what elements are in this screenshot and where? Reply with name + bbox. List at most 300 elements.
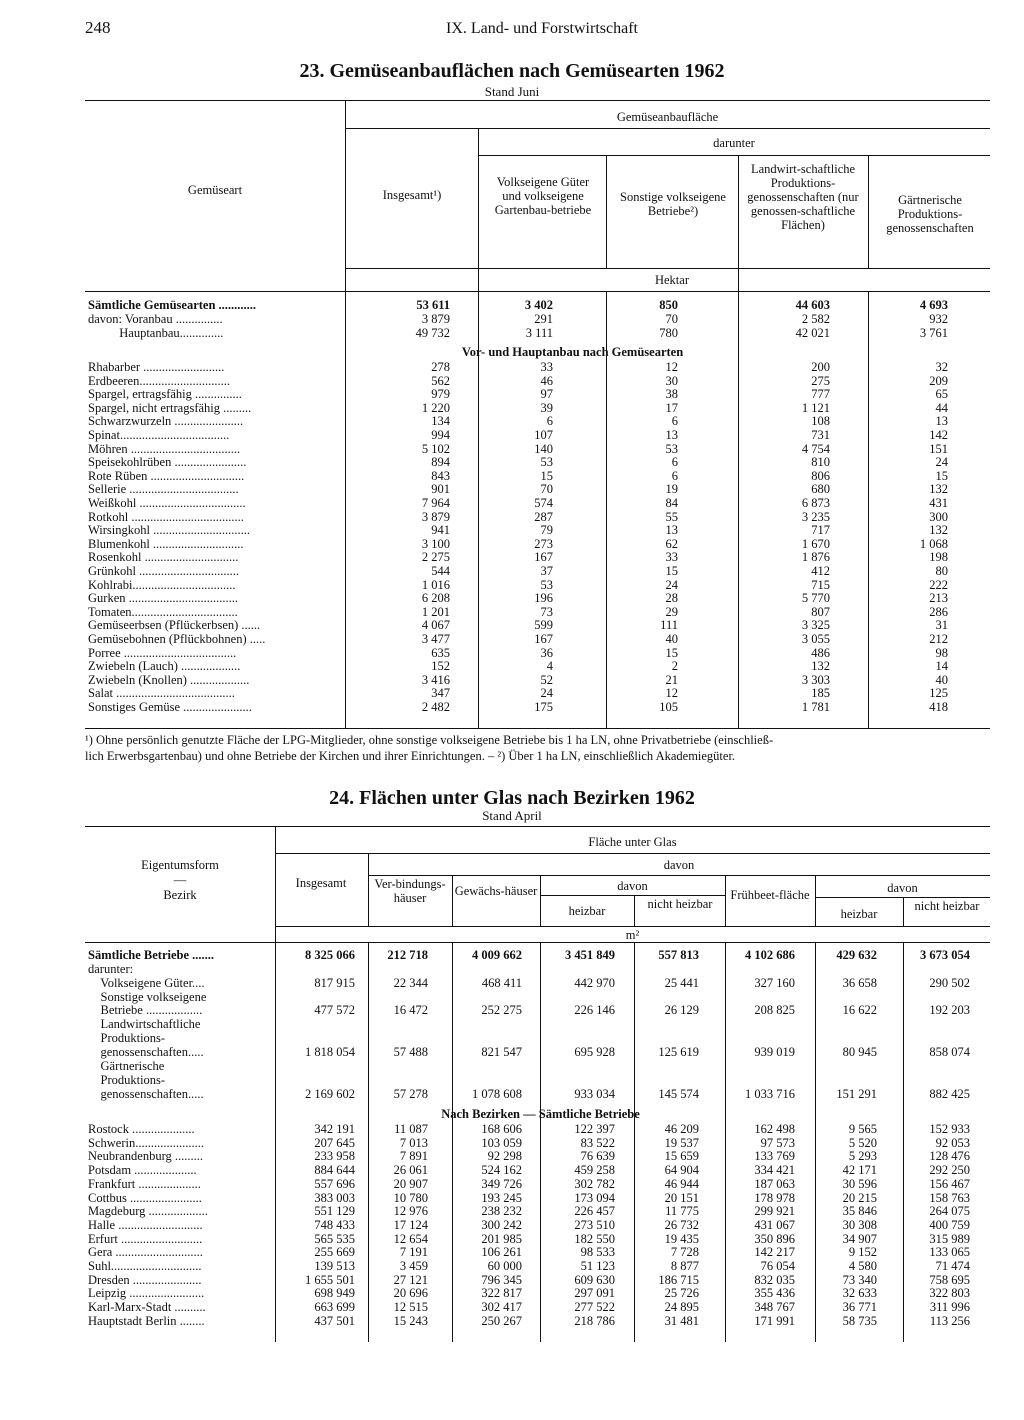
row-label: Rostock .................... xyxy=(88,1122,195,1136)
cell-value: 40 xyxy=(935,673,948,687)
cell-value: 5 102 xyxy=(421,442,450,456)
cell-value: 882 425 xyxy=(929,1087,970,1101)
t23-section-label: Vor- und Hauptanbau nach Gemüsearten xyxy=(461,345,684,359)
cell-value: 290 502 xyxy=(929,976,970,990)
cell-value: 187 063 xyxy=(754,1177,795,1191)
t23-col-insgesamt: Insgesamt¹) xyxy=(382,188,442,202)
cell-value: 152 933 xyxy=(929,1122,970,1136)
cell-value: 226 457 xyxy=(574,1204,615,1218)
cell-value: 278 xyxy=(431,360,450,374)
cell-value: 291 xyxy=(534,312,553,326)
cell-value: 758 695 xyxy=(929,1273,970,1287)
cell-value: 53 611 xyxy=(416,298,450,312)
t23-darunter-head: darunter xyxy=(713,136,755,150)
cell-value: 200 xyxy=(811,360,830,374)
row-label: davon: Voranbau ............... xyxy=(88,312,223,326)
running-head: IX. Land- und Forstwirtschaft xyxy=(446,20,638,37)
cell-value: 6 xyxy=(546,414,553,428)
cell-value: 609 630 xyxy=(574,1273,615,1287)
cell-value: 209 xyxy=(929,374,948,388)
cell-value: 53 xyxy=(665,442,678,456)
t24-group-rule xyxy=(275,853,990,854)
cell-value: 821 547 xyxy=(481,1045,522,1059)
cell-value: 264 075 xyxy=(929,1204,970,1218)
cell-value: 226 146 xyxy=(574,1003,615,1017)
cell-value: 83 522 xyxy=(580,1136,615,1150)
cell-value: 20 215 xyxy=(842,1191,877,1205)
t24-rowlabel-head-1: Eigentumsform xyxy=(141,858,219,872)
cell-value: 16 622 xyxy=(842,1003,877,1017)
cell-value: 185 xyxy=(811,686,830,700)
cell-value: 1 078 608 xyxy=(472,1087,522,1101)
cell-value: 11 087 xyxy=(394,1122,428,1136)
cell-value: 255 669 xyxy=(314,1245,355,1259)
cell-value: 106 261 xyxy=(481,1245,522,1259)
row-label: Karl-Marx-Stadt .......... xyxy=(88,1300,206,1314)
cell-value: 152 xyxy=(431,659,450,673)
row-label: Magdeburg ................... xyxy=(88,1204,208,1218)
cell-value: 192 203 xyxy=(929,1003,970,1017)
cell-value: 715 xyxy=(811,578,830,592)
cell-value: 486 xyxy=(811,646,830,660)
cell-value: 20 907 xyxy=(393,1177,428,1191)
row-label: genossenschaften..... xyxy=(88,1045,204,1059)
cell-value: 777 xyxy=(811,387,830,401)
cell-value: 807 xyxy=(811,605,830,619)
cell-value: 806 xyxy=(811,469,830,483)
cell-value: 25 441 xyxy=(664,976,699,990)
row-label: darunter: xyxy=(88,962,134,976)
cell-value: 273 xyxy=(534,537,553,551)
t23-col-gpg: Gärtnerische Produktions-genossenschaften xyxy=(886,193,974,235)
cell-value: 27 121 xyxy=(393,1273,428,1287)
cell-value: 418 xyxy=(929,700,948,714)
cell-value: 7 728 xyxy=(670,1245,699,1259)
cell-value: 15 659 xyxy=(664,1149,699,1163)
cell-value: 97 xyxy=(540,387,553,401)
t24-col-nicht-heizbar: nicht heizbar xyxy=(647,897,713,911)
cell-value: 12 xyxy=(665,686,678,700)
cell-value: 233 958 xyxy=(314,1149,355,1163)
cell-value: 297 091 xyxy=(574,1286,615,1300)
cell-value: 125 xyxy=(929,686,948,700)
cell-value: 3 879 xyxy=(421,510,450,524)
cell-value: 30 596 xyxy=(842,1177,877,1191)
cell-value: 894 xyxy=(431,455,450,469)
cell-value: 3 303 xyxy=(801,673,830,687)
cell-value: 383 003 xyxy=(314,1191,355,1205)
cell-value: 58 735 xyxy=(842,1314,877,1328)
row-label: Neubrandenburg ......... xyxy=(88,1149,204,1163)
cell-value: 42 021 xyxy=(795,326,830,340)
cell-value: 34 907 xyxy=(842,1232,877,1246)
cell-value: 7 013 xyxy=(399,1136,428,1150)
cell-value: 347 xyxy=(431,686,450,700)
cell-value: 15 xyxy=(665,646,678,660)
cell-value: 17 124 xyxy=(393,1218,428,1232)
cell-value: 3 055 xyxy=(801,632,830,646)
cell-value: 22 344 xyxy=(393,976,428,990)
t24-col-verbindung: Ver-bindungs-häuser xyxy=(374,877,446,905)
cell-value: 132 xyxy=(929,482,948,496)
row-label: Kohlrabi................................. xyxy=(88,578,236,592)
cell-value: 2 169 602 xyxy=(305,1087,355,1101)
cell-value: 111 xyxy=(660,618,678,632)
cell-value: 3 879 xyxy=(421,312,450,326)
cell-value: 468 411 xyxy=(481,976,522,990)
cell-value: 680 xyxy=(811,482,830,496)
cell-value: 574 xyxy=(534,496,553,510)
row-label: Erdbeeren............................. xyxy=(88,374,230,388)
cell-value: 6 xyxy=(671,414,678,428)
cell-value: 132 xyxy=(929,523,948,537)
cell-value: 133 769 xyxy=(754,1149,795,1163)
row-label: Rhabarber .......................... xyxy=(88,360,225,374)
cell-value: 557 696 xyxy=(314,1177,355,1191)
row-label: Hauptstadt Berlin ........ xyxy=(88,1314,205,1328)
cell-value: 36 xyxy=(540,646,553,660)
row-label: Gärtnerische xyxy=(88,1059,165,1073)
cell-value: 33 xyxy=(540,360,553,374)
cell-value: 7 891 xyxy=(399,1149,428,1163)
cell-value: 5 520 xyxy=(848,1136,877,1150)
cell-value: 252 275 xyxy=(481,1003,522,1017)
t24-davon2-head: davon xyxy=(887,881,918,895)
cell-value: 13 xyxy=(935,414,948,428)
cell-value: 302 417 xyxy=(481,1300,522,1314)
cell-value: 850 xyxy=(659,298,678,312)
row-label: genossenschaften..... xyxy=(88,1087,204,1101)
row-label: Halle ........................... xyxy=(88,1218,203,1232)
row-label: Zwiebeln (Knollen) ................... xyxy=(88,673,250,687)
t24-top-rule xyxy=(85,826,990,827)
row-label: Grünkohl ................................ xyxy=(88,564,240,578)
t24-unit-rule-top xyxy=(275,926,990,927)
cell-value: 49 732 xyxy=(415,326,450,340)
cell-value: 635 xyxy=(431,646,450,660)
cell-value: 213 xyxy=(929,591,948,605)
cell-value: 76 054 xyxy=(760,1259,795,1273)
cell-value: 44 603 xyxy=(795,298,830,312)
row-label: Cottbus ....................... xyxy=(88,1191,202,1205)
row-label: Gemüsebohnen (Pflückbohnen) ..... xyxy=(88,632,266,646)
row-label: Sellerie ................................... xyxy=(88,482,239,496)
row-label: Zwiebeln (Lauch) ................... xyxy=(88,659,241,673)
cell-value: 4 102 686 xyxy=(745,948,795,962)
cell-value: 15 xyxy=(540,469,553,483)
t23-col-lpg: Landwirt-schaftliche Produktions-genossenschaften (nur genossen-schaftliche Flächen) xyxy=(747,162,859,232)
cell-value: 218 786 xyxy=(574,1314,615,1328)
cell-value: 139 513 xyxy=(314,1259,355,1273)
cell-value: 939 019 xyxy=(754,1045,795,1059)
cell-value: 208 825 xyxy=(754,1003,795,1017)
row-label: Rotkohl .................................... xyxy=(88,510,244,524)
cell-value: 26 732 xyxy=(664,1218,699,1232)
cell-value: 562 xyxy=(431,374,450,388)
cell-value: 182 550 xyxy=(574,1232,615,1246)
cell-value: 277 522 xyxy=(574,1300,615,1314)
cell-value: 212 718 xyxy=(387,948,428,962)
cell-value: 62 xyxy=(665,537,678,551)
cell-value: 70 xyxy=(665,312,678,326)
cell-value: 796 345 xyxy=(481,1273,522,1287)
cell-value: 31 481 xyxy=(664,1314,699,1328)
cell-value: 134 xyxy=(431,414,450,428)
cell-value: 15 xyxy=(935,469,948,483)
row-label: Wirsingkohl ............................... xyxy=(88,523,250,537)
row-label: Tomaten.................................. xyxy=(88,605,238,619)
cell-value: 128 476 xyxy=(929,1149,970,1163)
cell-value: 3 235 xyxy=(801,510,830,524)
row-label: Leipzig ........................ xyxy=(88,1286,205,1300)
cell-value: 3 451 849 xyxy=(565,948,615,962)
cell-value: 37 xyxy=(540,564,553,578)
cell-value: 322 803 xyxy=(929,1286,970,1300)
cell-value: 38 xyxy=(665,387,678,401)
cell-value: 198 xyxy=(929,550,948,564)
cell-value: 3 459 xyxy=(399,1259,428,1273)
cell-value: 3 416 xyxy=(421,673,450,687)
cell-value: 12 976 xyxy=(393,1204,428,1218)
cell-value: 12 654 xyxy=(393,1232,428,1246)
row-label: Erfurt .......................... xyxy=(88,1232,203,1246)
t23-col-volkseigene-gueter: Volkseigene Güter und volkseigene Gartenbau-betriebe xyxy=(494,175,592,217)
cell-value: 175 xyxy=(534,700,553,714)
cell-value: 286 xyxy=(929,605,948,619)
cell-value: 979 xyxy=(431,387,450,401)
cell-value: 103 059 xyxy=(481,1136,522,1150)
cell-value: 412 xyxy=(811,564,830,578)
cell-value: 32 633 xyxy=(842,1286,877,1300)
cell-value: 52 xyxy=(540,673,553,687)
cell-value: 994 xyxy=(431,428,450,442)
cell-value: 300 242 xyxy=(481,1218,522,1232)
row-label: Gurken ................................... xyxy=(88,591,238,605)
row-label: Frankfurt .................... xyxy=(88,1177,201,1191)
cell-value: 551 129 xyxy=(314,1204,355,1218)
cell-value: 32 xyxy=(935,360,948,374)
cell-value: 35 846 xyxy=(842,1204,877,1218)
row-label: Hauptanbau.............. xyxy=(88,326,224,340)
cell-value: 238 232 xyxy=(481,1204,522,1218)
cell-value: 932 xyxy=(929,312,948,326)
cell-value: 162 498 xyxy=(754,1122,795,1136)
cell-value: 322 817 xyxy=(481,1286,522,1300)
cell-value: 287 xyxy=(534,510,553,524)
cell-value: 55 xyxy=(665,510,678,524)
cell-value: 46 944 xyxy=(664,1177,699,1191)
t23-bottom-rule xyxy=(85,728,990,729)
cell-value: 12 515 xyxy=(393,1300,428,1314)
row-label: Schwerin...................... xyxy=(88,1136,204,1150)
cell-value: 42 171 xyxy=(842,1163,877,1177)
row-label: Möhren ................................... xyxy=(88,442,241,456)
cell-value: 817 915 xyxy=(314,976,355,990)
cell-value: 2 275 xyxy=(421,550,450,564)
t24-davon-head: davon xyxy=(663,858,695,872)
row-label: Salat ...................................... xyxy=(88,686,235,700)
cell-value: 26 061 xyxy=(393,1163,428,1177)
cell-value: 151 xyxy=(929,442,948,456)
cell-value: 13 xyxy=(665,523,678,537)
cell-value: 46 209 xyxy=(664,1122,699,1136)
cell-value: 273 510 xyxy=(574,1218,615,1232)
t24-head-rule xyxy=(85,942,990,943)
cell-value: 250 267 xyxy=(481,1314,522,1328)
row-label: Weißkohl .................................. xyxy=(88,496,246,510)
row-label: Produktions- xyxy=(88,1031,166,1045)
row-label: Gera ............................ xyxy=(88,1245,203,1259)
t23-footnote-1: ¹) Ohne persönlich genutzte Fläche der LPG-Mitglieder, ohne sonstige volkseigene Betriebe bis 1 ha LN, ohne Privatbetriebe (einschließ- xyxy=(85,733,774,747)
t24-col-nicht-heizbar2: nicht heizbar xyxy=(914,899,980,913)
cell-value: 6 208 xyxy=(421,591,450,605)
cell-value: 98 xyxy=(935,646,948,660)
cell-value: 3 673 054 xyxy=(920,948,970,962)
cell-value: 884 644 xyxy=(314,1163,355,1177)
cell-value: 24 895 xyxy=(664,1300,699,1314)
cell-value: 477 572 xyxy=(314,1003,355,1017)
t24-vrule-3a xyxy=(452,876,453,926)
cell-value: 171 991 xyxy=(754,1314,795,1328)
cell-value: 29 xyxy=(665,605,678,619)
cell-value: 46 xyxy=(540,374,553,388)
cell-value: 53 xyxy=(540,578,553,592)
cell-value: 108 xyxy=(811,414,830,428)
cell-value: 843 xyxy=(431,469,450,483)
t24-col-gewaechs: Gewächs-häuser xyxy=(454,884,538,898)
row-label: Produktions- xyxy=(88,1073,166,1087)
row-label: Speisekohlrüben ....................... xyxy=(88,455,247,469)
cell-value: 79 xyxy=(540,523,553,537)
row-label: Spargel, nicht ertragsfähig ......... xyxy=(88,401,252,415)
cell-value: 941 xyxy=(431,523,450,537)
row-label: Dresden ...................... xyxy=(88,1273,202,1287)
t23-col-sonstige: Sonstige volkseigene Betriebe²) xyxy=(620,190,726,218)
cell-value: 125 619 xyxy=(658,1045,699,1059)
cell-value: 30 xyxy=(665,374,678,388)
cell-value: 20 696 xyxy=(393,1286,428,1300)
cell-value: 113 256 xyxy=(929,1314,970,1328)
cell-value: 28 xyxy=(665,591,678,605)
cell-value: 1 016 xyxy=(421,578,450,592)
row-label: Sonstige volkseigene xyxy=(88,990,207,1004)
cell-value: 84 xyxy=(665,496,678,510)
row-label: Sämtliche Betriebe ....... xyxy=(88,948,215,962)
cell-value: 442 970 xyxy=(574,976,615,990)
cell-value: 151 291 xyxy=(836,1087,877,1101)
cell-value: 158 763 xyxy=(929,1191,970,1205)
cell-value: 156 467 xyxy=(929,1177,970,1191)
cell-value: 33 xyxy=(665,550,678,564)
t24-group-head: Fläche unter Glas xyxy=(588,835,677,849)
cell-value: 327 160 xyxy=(754,976,795,990)
row-label: Gemüseerbsen (Pflückerbsen) ...... xyxy=(88,618,261,632)
cell-value: 40 xyxy=(665,632,678,646)
cell-value: 3 761 xyxy=(919,326,948,340)
cell-value: 1 068 xyxy=(919,537,948,551)
cell-value: 355 436 xyxy=(754,1286,795,1300)
cell-value: 142 217 xyxy=(754,1245,795,1259)
cell-value: 4 xyxy=(546,659,553,673)
cell-value: 599 xyxy=(534,618,553,632)
cell-value: 71 474 xyxy=(935,1259,970,1273)
cell-value: 5 293 xyxy=(848,1149,877,1163)
cell-value: 302 782 xyxy=(574,1177,615,1191)
cell-value: 26 129 xyxy=(664,1003,699,1017)
cell-value: 3 325 xyxy=(801,618,830,632)
t24-col-insgesamt: Insgesamt xyxy=(295,876,347,890)
cell-value: 431 xyxy=(929,496,948,510)
cell-value: 731 xyxy=(811,428,830,442)
cell-value: 92 053 xyxy=(935,1136,970,1150)
cell-value: 80 xyxy=(935,564,948,578)
t24-col-heizbar2: heizbar xyxy=(840,907,878,921)
cell-value: 8 325 066 xyxy=(305,948,355,962)
cell-value: 21 xyxy=(665,673,678,687)
row-label: Volkseigene Güter.... xyxy=(88,976,205,990)
cell-value: 1 670 xyxy=(801,537,830,551)
cell-value: 64 904 xyxy=(664,1163,699,1177)
t23-rowlabel-head: Gemüseart xyxy=(187,183,243,197)
cell-value: 431 067 xyxy=(754,1218,795,1232)
row-label: Spargel, ertragsfähig ............... xyxy=(88,387,242,401)
row-label: Porree .................................... xyxy=(88,646,237,660)
row-label: Schwarzwurzeln ...................... xyxy=(88,414,244,428)
cell-value: 748 433 xyxy=(314,1218,355,1232)
cell-value: 400 759 xyxy=(929,1218,970,1232)
cell-value: 1 201 xyxy=(421,605,450,619)
t24-davon1-rule xyxy=(540,895,725,896)
cell-value: 858 074 xyxy=(929,1045,970,1059)
cell-value: 145 574 xyxy=(658,1087,699,1101)
cell-value: 4 067 xyxy=(421,618,450,632)
cell-value: 9 565 xyxy=(848,1122,877,1136)
cell-value: 76 639 xyxy=(580,1149,615,1163)
cell-value: 57 278 xyxy=(393,1087,428,1101)
cell-value: 350 896 xyxy=(754,1232,795,1246)
t23-vrule-3a xyxy=(606,156,607,268)
table24-title: 24. Flächen unter Glas nach Bezirken 1962 xyxy=(329,787,695,809)
cell-value: 167 xyxy=(534,632,553,646)
cell-value: 39 xyxy=(540,401,553,415)
cell-value: 97 573 xyxy=(760,1136,795,1150)
cell-value: 780 xyxy=(659,326,678,340)
t24-col-fruehbeet: Frühbeet-fläche xyxy=(730,888,810,902)
cell-value: 6 873 xyxy=(801,496,830,510)
cell-value: 557 813 xyxy=(658,948,699,962)
cell-value: 73 xyxy=(540,605,553,619)
t24-vrule-8a xyxy=(903,898,904,926)
t24-davon-rule xyxy=(368,875,990,876)
t23-unit: Hektar xyxy=(654,273,689,287)
t23-footnote-2: lich Erwerbsgartenbau) und ohne Betriebe der Kirchen und ihrer Einrichtungen. – ²) Über 1 ha LN, einschließlich Akademiegüter. xyxy=(85,749,736,763)
row-label: Rote Rüben .............................. xyxy=(88,469,245,483)
cell-value: 901 xyxy=(431,482,450,496)
cell-value: 2 582 xyxy=(801,312,830,326)
cell-value: 20 151 xyxy=(664,1191,699,1205)
cell-value: 663 699 xyxy=(314,1300,355,1314)
row-label: Spinat................................... xyxy=(88,428,230,442)
cell-value: 142 xyxy=(929,428,948,442)
t23-group-head: Gemüseanbaufläche xyxy=(616,110,719,124)
cell-value: 717 xyxy=(811,523,830,537)
cell-value: 168 606 xyxy=(481,1122,522,1136)
cell-value: 212 xyxy=(929,632,948,646)
table23-subtitle: Stand Juni xyxy=(484,84,540,99)
t24-davon1-head: davon xyxy=(617,879,648,893)
t24-col-heizbar: heizbar xyxy=(568,904,606,918)
t23-unit-rule-top xyxy=(345,268,990,269)
